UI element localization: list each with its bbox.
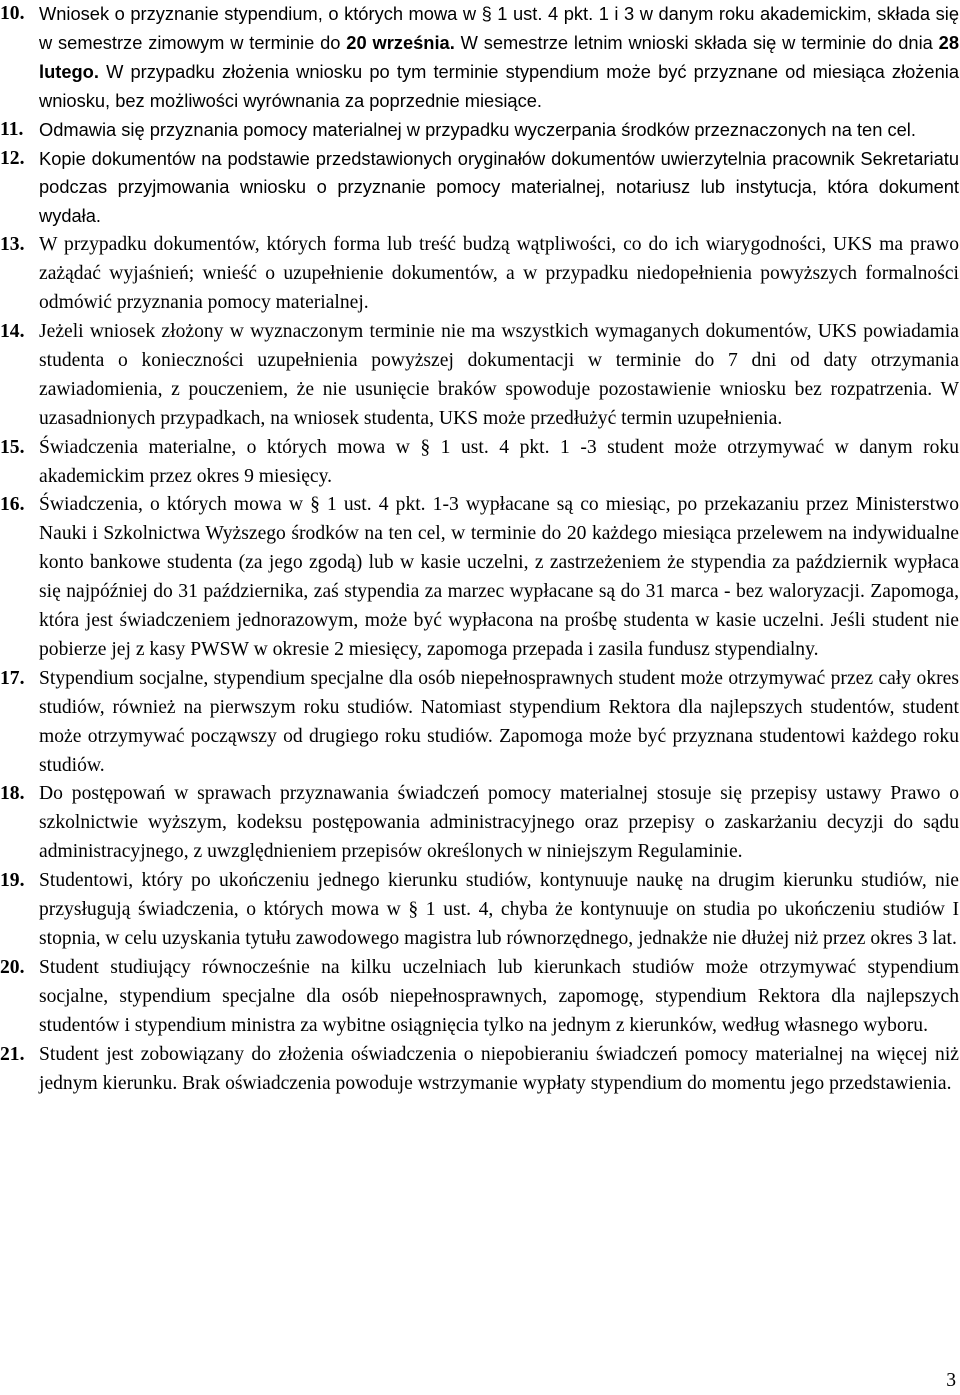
regulation-item xyxy=(0,145,960,232)
text-run: Do postępowań w sprawach przyznawania świadczeń pomocy materialnej stosuje się przepisy ustawy Prawo o szkolnictwie wyższym, kodeksu postępowania administracyjnego oraz przepisy o zaskarżaniu decyzji do sądu administracyjnego, z uwzględnieniem przepisów określonych w niniejszym Regulaminie. xyxy=(39,783,959,863)
text-run: Student studiujący równocześnie na kilku uczelniach lub kierunkach studiów może otrzymywać stypendium socjalne, stypendium specjalne dla osób niepełnosprawnych, zapomogę, stypendium Rektora dla najlepszych studentów i stypendium ministra za wybitne osiągnięcia tylko na jednym z kierunków, według własnego wyboru. xyxy=(39,956,959,1036)
item-number: 19. xyxy=(0,870,25,892)
item-number: 13. xyxy=(0,234,25,256)
text-run: W semestrze letnim wnioski składa się w terminie do dnia xyxy=(454,31,939,53)
text-run: Odmawia się przyznania pomocy materialnej w przypadku wyczerpania środków przeznaczonych na ten cel. xyxy=(39,118,916,140)
regulation-item xyxy=(0,1041,960,1099)
text-run: W przypadku dokumentów, których forma lub treść budzą wątpliwości, co do ich wiarygodności, UKS ma prawo zażądać wyjaśnień; wnieść o uzupełnienie dokumentów, a w przypadku niedopełnienia powyższych formalności odmówić przyznania pomocy materialnej. xyxy=(39,234,959,314)
item-text xyxy=(39,116,960,145)
item-text xyxy=(39,867,960,954)
regulation-item xyxy=(0,116,960,145)
text-run: Student jest zobowiązany do złożenia oświadczenia o niepobieraniu świadczeń pomocy materialnej na więcej niż jednym kierunku. Brak oświadczenia powoduje wstrzymanie wypłaty stypendium do momentu jego przedstawienia. xyxy=(39,1043,959,1094)
item-number: 21. xyxy=(0,1043,25,1065)
item-number: 20. xyxy=(0,956,25,978)
regulation-item xyxy=(0,434,960,492)
item-number: 15. xyxy=(0,436,25,458)
regulation-item xyxy=(0,780,960,867)
item-number: 14. xyxy=(0,320,25,342)
regulation-item xyxy=(0,954,960,1041)
item-text xyxy=(39,954,960,1041)
item-text xyxy=(39,780,960,867)
regulation-item xyxy=(0,665,960,781)
item-text xyxy=(39,145,960,232)
item-text xyxy=(39,1041,960,1099)
text-run: Wniosek o przyznanie stypendium, o których mowa w § 1 ust. 4 pkt. 1 i 3 w danym roku akademickim, składa się w semestrze zimowym w terminie do xyxy=(39,3,959,53)
emphasized-date: 20 września. xyxy=(346,31,455,53)
text-run: Świadczenia materialne, o których mowa w § 1 ust. 4 pkt. 1 -3 student może otrzymywać w danym roku akademickim przez okres 9 miesięcy. xyxy=(39,436,959,487)
item-number: 12. xyxy=(0,147,25,169)
text-run: Jeżeli wniosek złożony w wyznaczonym terminie nie ma wszystkich wymaganych dokumentów, UKS powiadamia studenta o konieczności uzupełnienia powyższej dokumentacji w terminie do 7 dni od daty otrzymania zawiadomienia, z pouczeniem, że nie usunięcie braków spowoduje pozostawienie wniosku bez rozpatrzenia. W uzasadnionych przypadkach, na wniosek studenta, UKS może przedłużyć termin uzupełnienia. xyxy=(39,320,959,429)
item-text xyxy=(39,231,960,318)
item-number: 18. xyxy=(0,783,25,805)
item-number: 16. xyxy=(0,494,25,516)
item-text xyxy=(39,491,960,664)
item-text xyxy=(39,318,960,434)
text-run: Stypendium socjalne, stypendium specjalne dla osób niepełnosprawnych student może otrzymywać przez cały okres studiów, również na pierwszym roku studiów. Natomiast stypendium Rektora dla najlepszych studentów, student może otrzymywać począwszy od drugiego roku studiów. Zapomoga może być przyznana studentowi każdego roku studiów. xyxy=(39,667,959,776)
item-number: 17. xyxy=(0,667,25,689)
text-run: Świadczenia, o których mowa w § 1 ust. 4 pkt. 1-3 wypłacane są co miesiąc, po przekazaniu przez Ministerstwo Nauki i Szkolnictwa Wyższego środków na ten cel, w terminie do 20 każdego miesiąca przelewem na indywidualne konto bankowe studenta (za jego zgodą) lub w kasie uczelni, z zastrzeżeniem że stypendia za październik wypłaca się najpóźniej do 31 października, zaś stypendia za marzec wypłacane są do 31 marca - bez waloryzacji. Zapomoga, która jest świadczeniem jednorazowym, może być wypłacona na prośbę studenta w kasie uczelni. Jeśli student nie pobierze jej z kasy PWSW w okresie 2 miesięcy, zapomoga przepada i zasila fundusz stypendialny. xyxy=(39,494,959,660)
item-text xyxy=(39,434,960,492)
item-number: 10. xyxy=(0,3,25,24)
item-text xyxy=(39,0,960,116)
text-run: Studentowi, który po ukończeniu jednego kierunku studiów, kontynuuje naukę na drugim kierunku studiów, nie przysługują świadczenia, o których mowa w § 1 ust. 4, chyba że kontynuuje on studia po ukończeniu studiów I stopnia, w celu uzyskania tytułu zawodowego magistra lub równorzędnego, jednakże nie dłużej niż przez okres 3 lat. xyxy=(39,870,959,949)
text-run: W przypadku złożenia wniosku po tym terminie stypendium może być przyznane od miesiąca złożenia wniosku, bez możliwości wyrównania za poprzednie miesiące. xyxy=(39,60,959,111)
text-run: Kopie dokumentów na podstawie przedstawionych oryginałów dokumentów uwierzytelnia pracownik Sekretariatu podczas przyjmowania wniosku o przyznanie pomocy materialnej, notariusz lub instytucja, która dokument wydała. xyxy=(39,147,959,227)
emphasized-date: 28 lutego. xyxy=(39,31,959,82)
page-number: 3 xyxy=(946,1370,956,1391)
regulation-item xyxy=(0,867,960,954)
regulation-item xyxy=(0,0,960,116)
item-number: 11. xyxy=(0,118,24,140)
regulation-item xyxy=(0,491,960,664)
regulation-item xyxy=(0,231,960,318)
item-text xyxy=(39,665,960,781)
regulation-item xyxy=(0,318,960,434)
